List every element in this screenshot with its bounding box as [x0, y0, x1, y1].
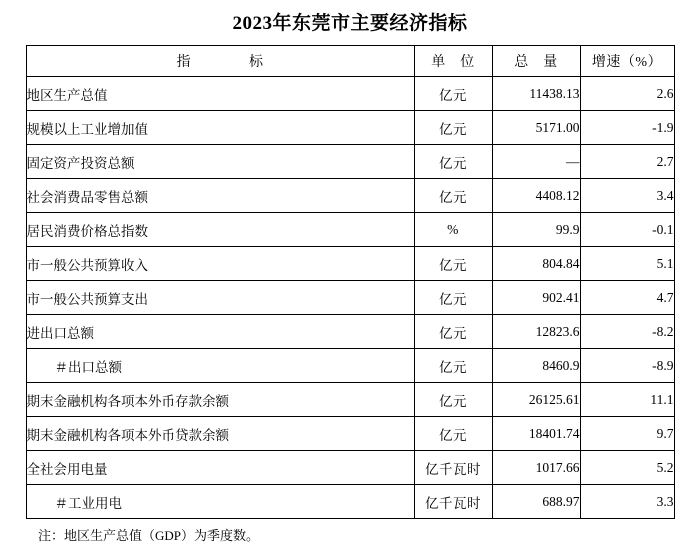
cell-growth: 3.4	[580, 179, 674, 213]
cell-unit: 亿元	[414, 383, 492, 417]
table-row	[26, 315, 674, 349]
cell-growth: 2.7	[580, 145, 674, 179]
table-row	[26, 349, 674, 383]
table-header	[26, 46, 674, 77]
cell-indicator: 社会消费品零售总额	[26, 179, 414, 213]
cell-total: 1017.66	[492, 451, 580, 485]
cell-total: 26125.61	[492, 383, 580, 417]
cell-total: 688.97	[492, 485, 580, 519]
cell-growth: -8.2	[580, 315, 674, 349]
cell-unit: 亿元	[414, 111, 492, 145]
cell-indicator: 市一般公共预算支出	[26, 281, 414, 315]
cell-growth: -1.9	[580, 111, 674, 145]
cell-growth: 5.2	[580, 451, 674, 485]
cell-total: 804.84	[492, 247, 580, 281]
cell-unit: 亿元	[414, 179, 492, 213]
table-row	[26, 485, 674, 519]
cell-unit: 亿元	[414, 247, 492, 281]
cell-indicator: 全社会用电量	[26, 451, 414, 485]
table-row	[26, 383, 674, 417]
cell-growth: 2.6	[580, 77, 674, 111]
table-row	[26, 451, 674, 485]
table-row	[26, 111, 674, 145]
cell-indicator: 地区生产总值	[26, 77, 414, 111]
cell-unit: 亿元	[414, 349, 492, 383]
cell-total: 11438.13	[492, 77, 580, 111]
economic-indicators-table	[26, 45, 675, 519]
cell-indicator: 固定资产投资总额	[26, 145, 414, 179]
cell-growth: -8.9	[580, 349, 674, 383]
table-row	[26, 145, 674, 179]
cell-unit: 亿元	[414, 77, 492, 111]
table-row	[26, 281, 674, 315]
cell-unit: 亿元	[414, 145, 492, 179]
cell-growth: 3.3	[580, 485, 674, 519]
cell-total: 99.9	[492, 213, 580, 247]
cell-growth: 5.1	[580, 247, 674, 281]
cell-growth: -0.1	[580, 213, 674, 247]
table-row	[26, 417, 674, 451]
cell-unit: 亿千瓦时	[414, 485, 492, 519]
table-row	[26, 179, 674, 213]
column-header-growth: 增速（%）	[580, 46, 674, 77]
table-row	[26, 77, 674, 111]
column-header-unit: 单 位	[414, 46, 492, 77]
cell-total: 12823.6	[492, 315, 580, 349]
cell-unit: 亿元	[414, 281, 492, 315]
cell-unit: %	[414, 213, 492, 247]
table-note: 注：地区生产总值（GDP）为季度数。	[38, 528, 260, 543]
cell-indicator: 居民消费价格总指数	[26, 213, 414, 247]
cell-unit: 亿元	[414, 417, 492, 451]
cell-growth: 11.1	[580, 383, 674, 417]
cell-growth: 9.7	[580, 417, 674, 451]
cell-indicator: 市一般公共预算收入	[26, 247, 414, 281]
cell-unit: 亿元	[414, 315, 492, 349]
cell-growth: 4.7	[580, 281, 674, 315]
cell-total: 4408.12	[492, 179, 580, 213]
cell-indicator: 期末金融机构各项本外币存款余额	[26, 383, 414, 417]
column-header-total: 总 量	[492, 46, 580, 77]
cell-indicator: 进出口总额	[26, 315, 414, 349]
table-row	[26, 213, 674, 247]
page-title: 2023年东莞市主要经济指标	[232, 13, 468, 34]
cell-indicator: ＃工业用电	[26, 485, 414, 519]
cell-total: 902.41	[492, 281, 580, 315]
table-body	[26, 77, 674, 519]
column-header-indicator: 指 标	[26, 46, 414, 77]
cell-indicator: ＃出口总额	[26, 349, 414, 383]
cell-indicator: 期末金融机构各项本外币贷款余额	[26, 417, 414, 451]
cell-total: 5171.00	[492, 111, 580, 145]
cell-total: —	[492, 145, 580, 179]
cell-total: 8460.9	[492, 349, 580, 383]
table-header-row	[26, 46, 674, 77]
cell-indicator: 规模以上工业增加值	[26, 111, 414, 145]
cell-unit: 亿千瓦时	[414, 451, 492, 485]
table-row	[26, 247, 674, 281]
cell-total: 18401.74	[492, 417, 580, 451]
